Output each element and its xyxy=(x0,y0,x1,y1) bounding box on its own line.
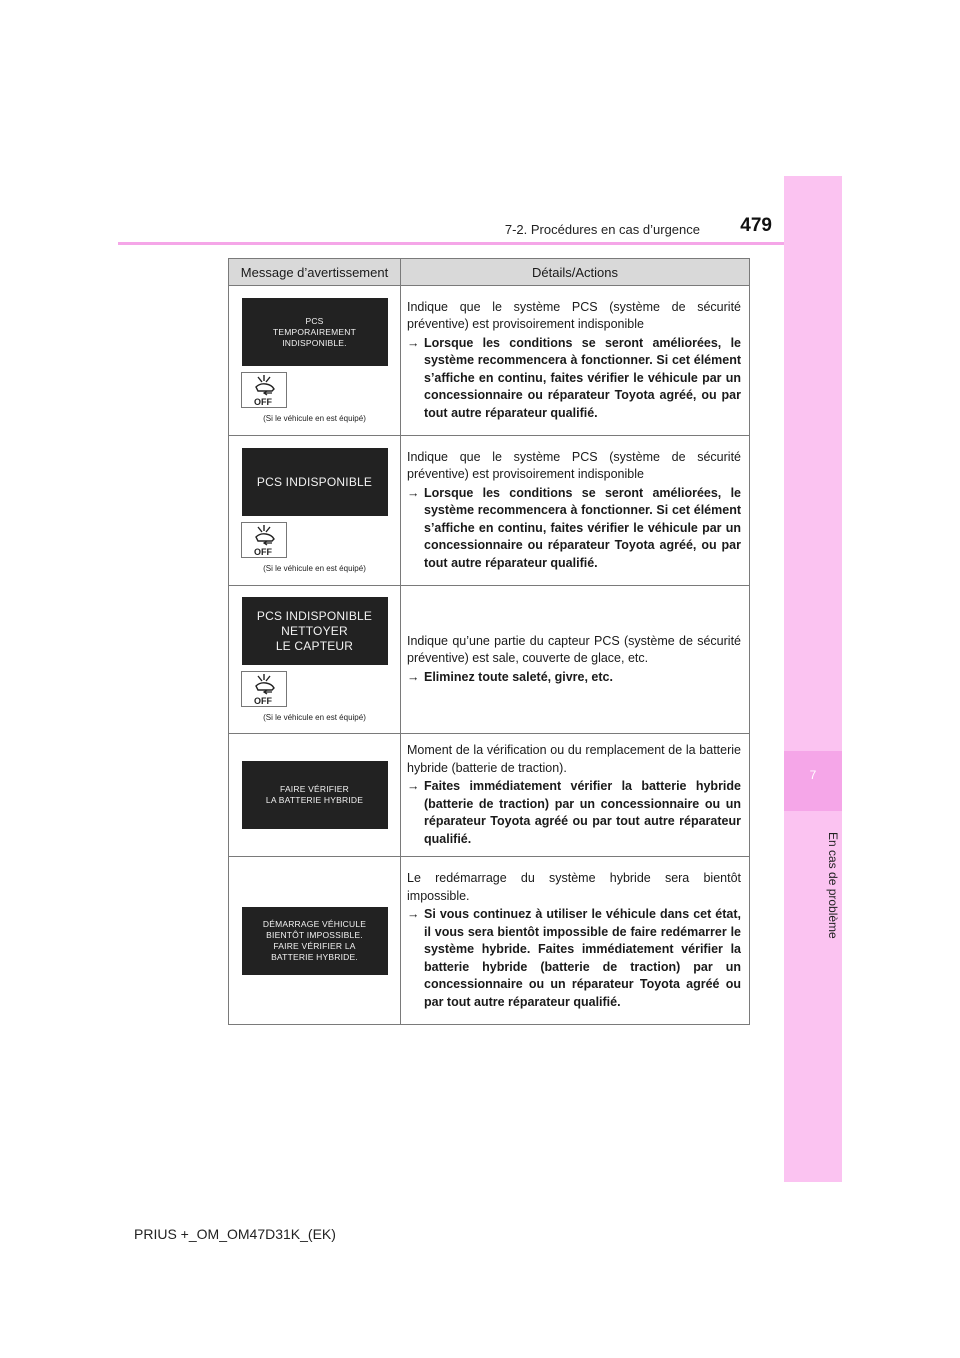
icon-off-label: OFF xyxy=(254,397,272,407)
chapter-number: 7 xyxy=(809,768,817,782)
header-details-actions: Détails/Actions xyxy=(401,259,750,286)
warning-message-cell xyxy=(229,857,401,1025)
equipment-note: (Si le véhicule en est équipé) xyxy=(263,414,366,423)
action-item xyxy=(407,778,741,848)
action-item xyxy=(407,335,741,423)
warning-message-cell xyxy=(229,286,401,436)
action-text: Si vous continuez à utiliser le véhicule dans cet état, il vous sera bientôt impossible de faire redémarrer le système hybride. Faites immédiatement vérifier la batterie hybride (batterie de traction) par un concessionnaire ou un réparateur Toyota agréé ou par tout autre réparateur qualifié. xyxy=(424,907,741,1009)
display-screen: PCS INDISPONIBLE xyxy=(242,448,388,516)
action-item xyxy=(407,485,741,573)
table-header-row xyxy=(229,259,750,286)
document-code: PRIUS +_OM_OM47D31K_(EK) xyxy=(134,1226,336,1242)
table-row xyxy=(229,857,750,1025)
table-row xyxy=(229,586,750,734)
header-rule xyxy=(118,242,784,245)
table-row xyxy=(229,734,750,857)
details-cell xyxy=(401,734,750,857)
action-text: Lorsque les conditions se seront améliorées, le système recommencera à fonctionner. Si cet élément s’affiche en continu, faites vérifier le véhicule par un concessionnaire ou réparateur Toyota agréé, ou par tout autre réparateur qualifié. xyxy=(424,335,741,420)
display-screen: FAIRE VÉRIFIER LA BATTERIE HYBRIDE xyxy=(242,761,388,829)
description-text: Indique que le système PCS (système de sécurité préventive) est provisoirement indisponible xyxy=(407,449,741,482)
section-title: 7-2. Procédures en cas d’urgence xyxy=(504,222,700,237)
action-text: Eliminez toute saleté, givre, etc. xyxy=(424,669,613,684)
display-screen: PCS TEMPORAIREMENT INDISPONIBLE. xyxy=(242,298,388,366)
details-cell xyxy=(401,586,750,734)
arrow-icon: → xyxy=(407,335,420,350)
details-cell xyxy=(401,857,750,1025)
action-item xyxy=(407,906,741,1011)
pcs-off-icon xyxy=(241,372,287,408)
description-text: Indique qu’une partie du capteur PCS (système de sécurité préventive) est sale, couverte de glace, etc. xyxy=(407,633,741,666)
arrow-icon: → xyxy=(407,485,420,500)
action-text: Lorsque les conditions se seront améliorées, le système recommencera à fonctionner. Si cet élément s’affiche en continu, faites vérifier le véhicule par un concessionnaire ou réparateur Toyota agréé, ou par tout autre réparateur qualifié. xyxy=(424,485,741,570)
warning-message-cell xyxy=(229,734,401,857)
action-text: Faites immédiatement vérifier la batterie hybride (batterie de traction) par un concessionnaire ou un réparateur Toyota agréé ou par tout autre réparateur qualifié. xyxy=(424,779,741,846)
icon-off-label: OFF xyxy=(254,547,272,557)
display-screen: DÉMARRAGE VÉHICULE BIENTÔT IMPOSSIBLE. FAIRE VÉRIFIER LA BATTERIE HYBRIDE. xyxy=(242,907,388,975)
action-item xyxy=(407,669,741,687)
table-row xyxy=(229,436,750,586)
description-text: Indique que le système PCS (système de sécurité préventive) est provisoirement indisponible xyxy=(407,299,741,332)
chapter-title: En cas de problème xyxy=(826,831,840,939)
chapter-side-tab xyxy=(784,176,842,1182)
warning-message-cell xyxy=(229,586,401,734)
arrow-icon: → xyxy=(407,907,420,921)
display-screen: PCS INDISPONIBLE NETTOYER LE CAPTEUR xyxy=(242,597,388,665)
description-text: Le redémarrage du système hybride sera bientôt impossible. xyxy=(407,871,741,903)
details-cell xyxy=(401,286,750,436)
header-warning-message: Message d’avertissement xyxy=(229,259,401,286)
icon-off-label: OFF xyxy=(254,696,272,706)
details-cell xyxy=(401,436,750,586)
equipment-note: (Si le véhicule en est équipé) xyxy=(263,713,366,722)
table-row xyxy=(229,286,750,436)
warning-message-table xyxy=(228,258,750,1025)
warning-message-cell xyxy=(229,436,401,586)
arrow-icon: → xyxy=(407,779,420,793)
arrow-icon: → xyxy=(407,669,420,684)
pcs-off-icon xyxy=(241,522,287,558)
pcs-off-icon xyxy=(241,671,287,707)
page-number: 479 xyxy=(740,215,772,236)
description-text: Moment de la vérification ou du remplacement de la batterie hybride (batterie de traction). xyxy=(407,743,741,775)
equipment-note: (Si le véhicule en est équipé) xyxy=(263,564,366,573)
